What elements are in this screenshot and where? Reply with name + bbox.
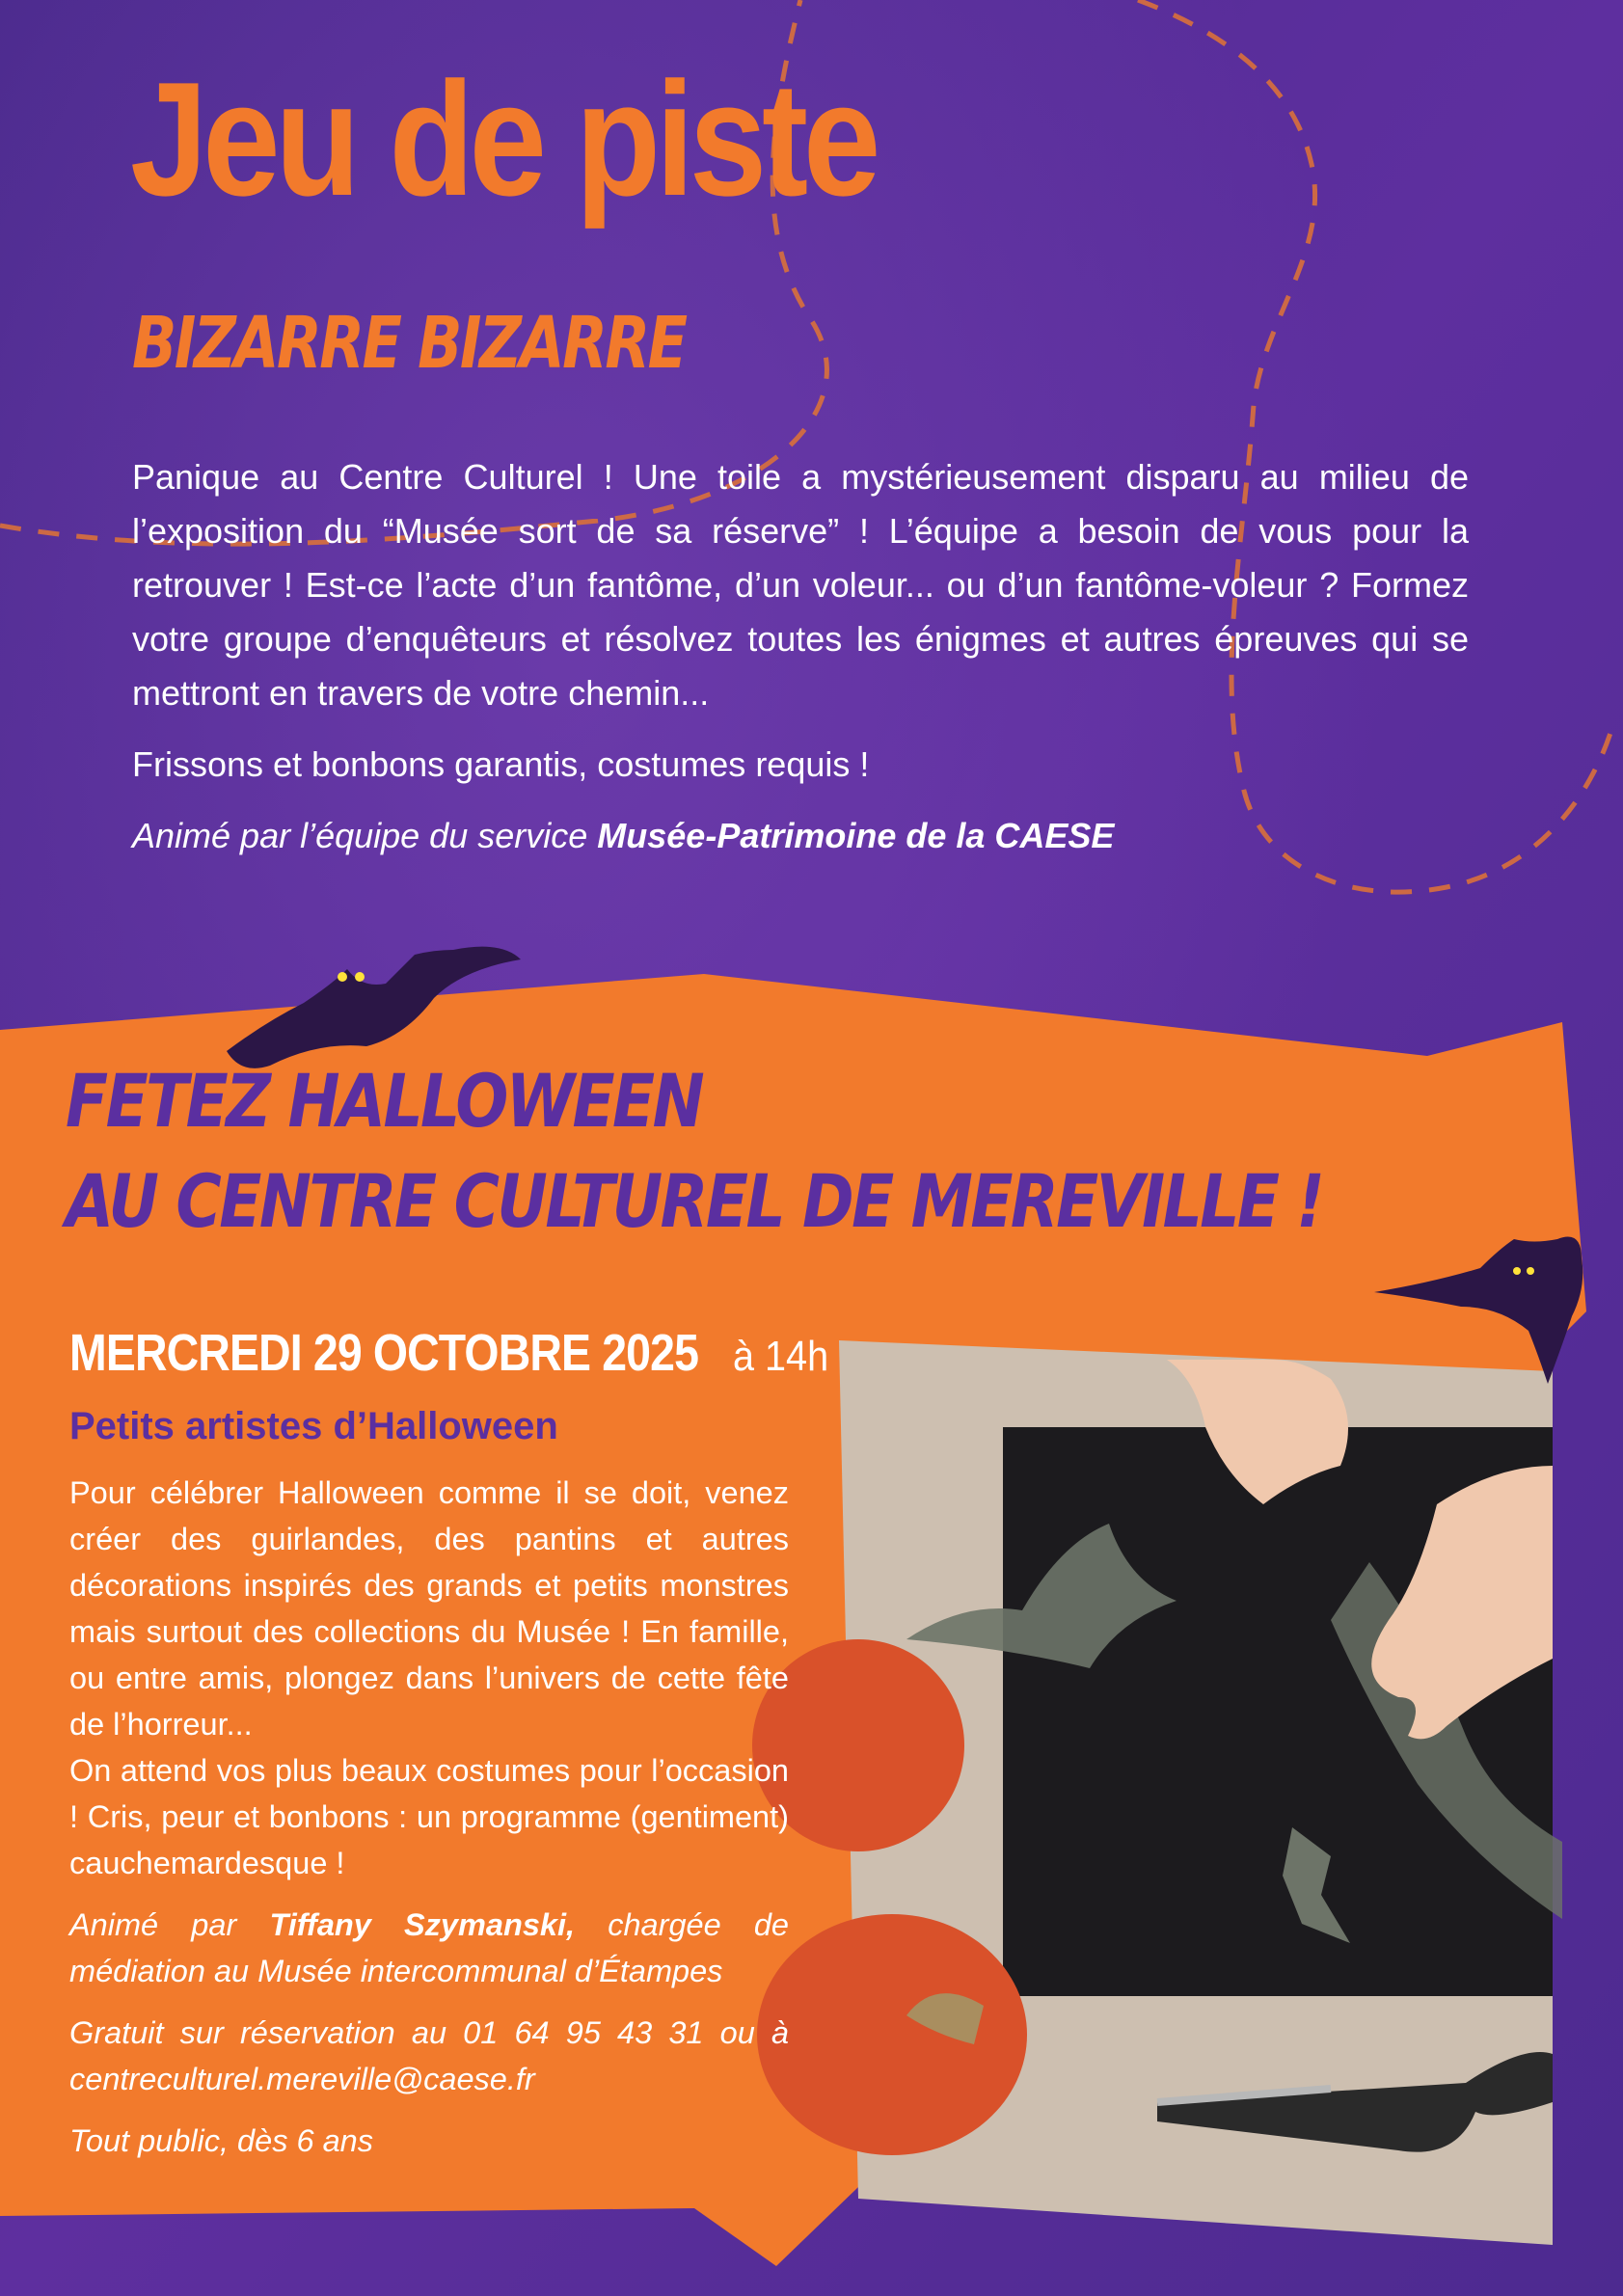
credit-prefix: Animé par l’équipe du service [132,816,588,855]
event-credit: Animé par Tiffany Szymanski, chargée de médiation au Musée intercommunal d’Étampes [69,1907,790,1988]
description-paragraph: Pour célébrer Halloween comme il se doit, venez créer des guirlandes, des pantins et autres décorations inspirés des grands et petits monstres mais surtout des collections du Musée ! En famille, ou entre amis, plongez dans l’univers de cette fête de l’horreur... [69,1475,789,1742]
event-date [69,1323,839,1383]
event-heading-line2: AU CENTRE CULTUREL DE MEREVILLE ! [66,1158,1323,1244]
audience-info: Tout public, dès 6 ans [69,2123,373,2158]
workshop-title: Petits artistes d’Halloween [69,1405,558,1447]
intro-tagline: Frissons et bonbons garantis, costumes requis ! [132,744,870,784]
intro-credit [132,809,1469,863]
time-text: à 14h [733,1333,829,1380]
event-heading [66,1051,1322,1252]
event-description [69,1470,789,2164]
animator-name: Tiffany Szymanski, [269,1907,576,1942]
intro-text [132,450,1469,863]
booking-info: Gratuit sur réservation au 01 64 95 43 31 ou à centreculturel.mereville@caese.fr [69,2015,789,2096]
description-paragraph-2: On attend vos plus beaux costumes pour l’occasion ! Cris, peur et bonbons : un programme (gentiment) cauchemardesque ! [69,1753,789,1880]
photo-bat-crafts [752,1340,1562,2245]
date-text: MERCREDI 29 OCTOBRE 2025 [69,1324,699,1382]
subtitle: BIZARRE BIZARRE [132,302,686,385]
credit-name: Musée-Patrimoine de la CAESE [597,816,1115,855]
event-heading-line1: FETEZ HALLOWEEN [66,1058,703,1144]
page-title: Jeu de piste [130,48,877,230]
intro-paragraph: Panique au Centre Culturel ! Une toile a mystérieusement disparu au milieu de l’exposition du “Musée sort de sa réserve” ! L’équipe a besoin de vous pour la retrouver ! Est-ce l’acte d’un fantôme, d’un voleur... ou d’un fantôme-voleur ? Formez votre groupe d’enquêteurs et résolvez toutes les énigmes et autres épreuves qui se mettront en travers de votre chemin... [132,457,1469,713]
